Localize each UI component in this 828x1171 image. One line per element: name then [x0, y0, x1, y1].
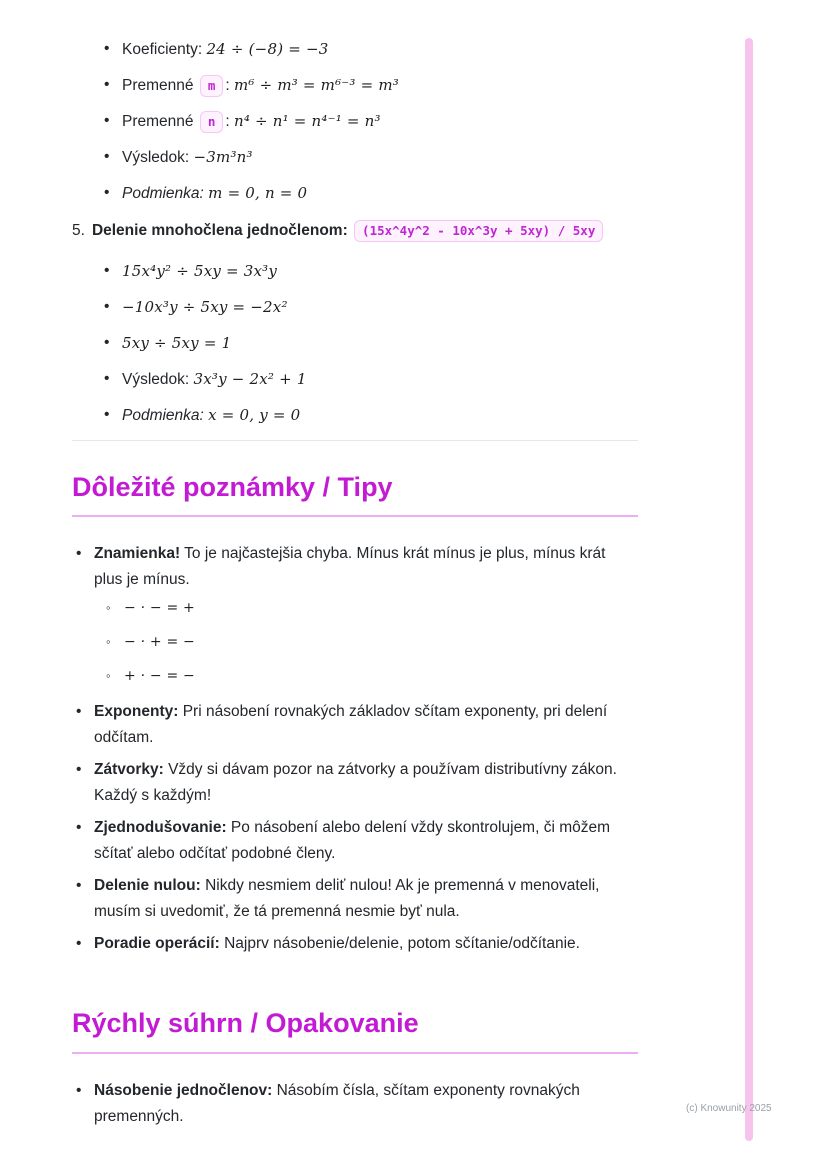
sign-rules-list [104, 597, 638, 687]
item-text: Výsledok: [122, 149, 194, 166]
tip-item [72, 699, 638, 751]
tip-item [72, 541, 638, 687]
tip-text: Najprv násobenie/delenie, potom sčítanie/odčítanie. [219, 935, 580, 953]
list-item [104, 260, 638, 283]
division-example-list [104, 38, 638, 205]
math-expression: 3x³y − 2x² + 1 [193, 370, 307, 388]
tips-list [72, 541, 638, 957]
summary-item [72, 1078, 638, 1130]
list-item [104, 110, 638, 133]
section-heading-tips: Dôležité poznámky / Tipy [72, 471, 638, 517]
math-expression: 15x⁴y² ÷ 5xy = 3x³y [122, 262, 278, 280]
item-text: Výsledok: [122, 371, 194, 388]
inline-code: n [200, 111, 224, 133]
math-expression: 24 ÷ (−8) = −3 [206, 40, 329, 58]
math-expression: x = 0, y = 0 [208, 406, 301, 424]
sub-list-item [104, 631, 638, 653]
scrollbar-thumb[interactable] [745, 38, 753, 1141]
item-text: Koeficienty: [122, 41, 207, 58]
tip-label: Delenie nulou: [94, 877, 201, 895]
condition-label: Podmienka: [122, 407, 209, 424]
tip-label: Exponenty: [94, 703, 179, 721]
list-item [104, 74, 638, 97]
sub-list-item [104, 665, 638, 687]
math-expression: n⁴ ÷ n¹ = n⁴⁻¹ = n³ [233, 112, 381, 130]
item-text: Premenné [122, 113, 198, 130]
tip-text: Pri násobení rovnakých základov sčítam exponenty, pri delení odčítam. [94, 703, 608, 747]
math-expression: + · − = − [124, 668, 195, 685]
tip-text: To je najčastejšia chyba. Mínus krát mínus je plus, mínus krát plus je mínus. [94, 545, 606, 589]
tip-label: Poradie operácií: [94, 935, 220, 953]
list-item [104, 146, 638, 169]
inline-code: m [200, 75, 224, 97]
sub-list-item [104, 597, 638, 619]
tip-label: Zjednodušovanie: [94, 819, 227, 837]
list-item [104, 38, 638, 61]
math-expression: m⁶ ÷ m³ = m⁶⁻³ = m³ [233, 76, 399, 94]
watermark: (c) Knowunity 2025 [686, 1103, 772, 1114]
tip-item [72, 815, 638, 867]
condition-label: Podmienka: [122, 185, 209, 202]
item-number: 5. [72, 222, 85, 239]
summary-list [72, 1078, 638, 1130]
list-item [104, 332, 638, 355]
item-text: : [225, 113, 234, 130]
item-title: Delenie mnohočlena jednočlenom: [91, 222, 348, 239]
tip-text: Po násobení alebo delení vždy skontrolujem, či môžem sčítať alebo odčítať podobné členy. [94, 819, 611, 863]
section-divider [72, 440, 638, 441]
math-expression: m = 0, n = 0 [208, 184, 308, 202]
summary-label: Násobenie jednočlenov: [94, 1081, 273, 1099]
math-expression: −3m³n³ [193, 148, 253, 166]
math-expression: 5xy ÷ 5xy = 1 [122, 334, 232, 352]
tip-item [72, 757, 638, 809]
item5-steps-list [104, 260, 638, 427]
tip-label: Zátvorky: [94, 761, 164, 779]
list-item [104, 404, 638, 427]
list-item [104, 296, 638, 319]
tip-text: Nikdy nesmiem deliť nulou! Ak je premenná v menovateli, musím si uvedomiť, že tá premenná nesmie byť nula. [94, 877, 600, 921]
list-item [104, 182, 638, 205]
math-expression: − · + = − [124, 634, 195, 651]
item-text: : [225, 77, 234, 94]
tip-item [72, 873, 638, 925]
inline-code: (15x^4y^2 - 10x^3y + 5xy) / 5xy [354, 220, 603, 242]
math-expression: −10x³y ÷ 5xy = −2x² [122, 298, 288, 316]
summary-text: Násobím čísla, sčítam exponenty rovnakých premenných. [94, 1081, 580, 1125]
tip-item [72, 931, 638, 957]
ordered-item-5 [72, 218, 638, 244]
section-heading-summary: Rýchly súhrn / Opakovanie [72, 1007, 638, 1053]
tip-label: Znamienka! [94, 545, 181, 563]
math-expression: − · − = + [124, 600, 195, 617]
item-text: Premenné [122, 77, 198, 94]
document-content [72, 38, 638, 1136]
list-item [104, 368, 638, 391]
tip-text: Vždy si dávam pozor na zátvorky a používam distributívny zákon. Každý s každým! [94, 761, 617, 805]
